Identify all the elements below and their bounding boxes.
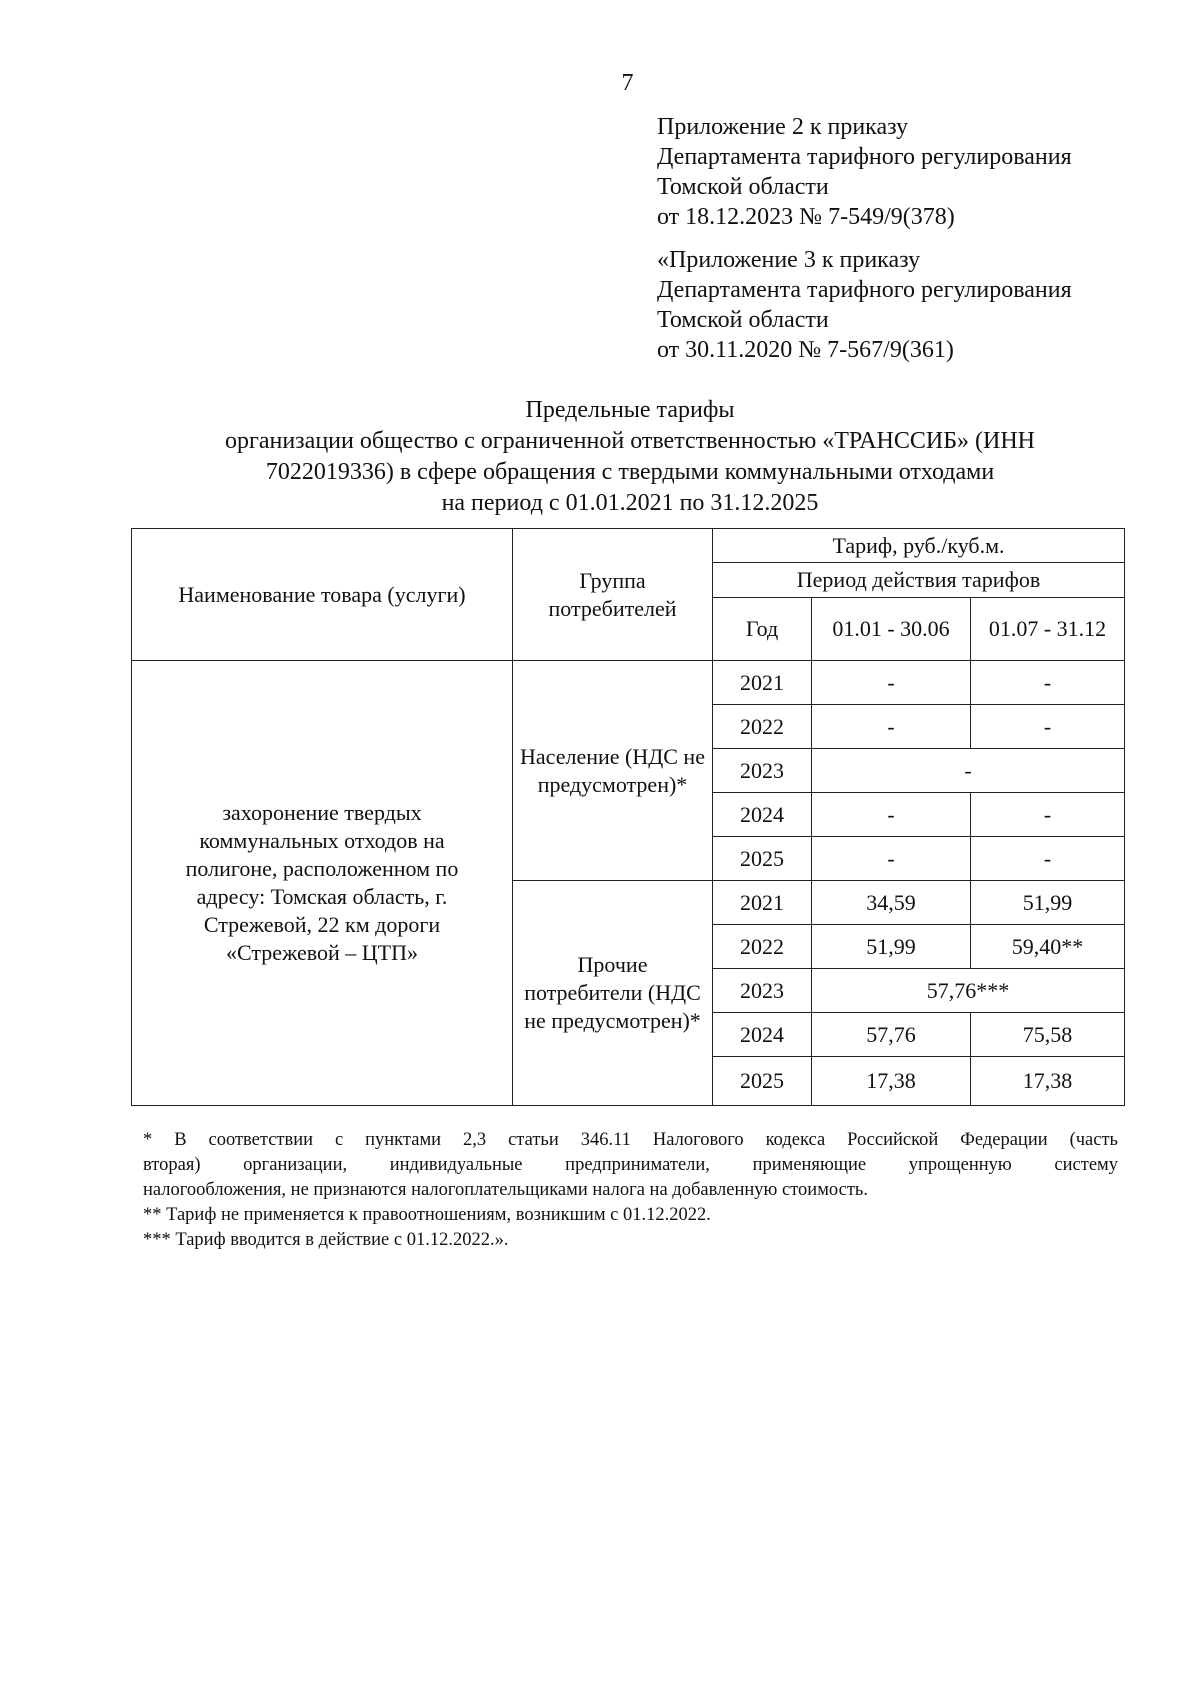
header-year: Год (713, 598, 812, 661)
tariff-cell: - (812, 837, 971, 881)
year-cell: 2024 (713, 1013, 812, 1057)
tariff-cell: - (971, 793, 1125, 837)
group-other-consumers: Прочие потребители (НДС не предусмотрен)* (513, 881, 713, 1106)
footnote-2: ** Тариф не применяется к правоотношениям, возникшим с 01.12.2022. (143, 1205, 711, 1225)
appendix-line: «Приложение 3 к приказу (657, 247, 921, 273)
footnote-1-line: налогообложения, не признаются налогоплательщиками налога на добавленную стоимость. (143, 1180, 868, 1200)
tariff-cell: 51,99 (971, 881, 1125, 925)
header-tariff: Тариф, руб./куб.м. (713, 529, 1125, 563)
appendix-line: от 30.11.2020 № 7-567/9(361) (657, 337, 954, 363)
tariff-cell: - (812, 793, 971, 837)
year-cell: 2021 (713, 881, 812, 925)
page-number: 7 (621, 70, 634, 96)
header-period: Период действия тарифов (713, 563, 1125, 598)
title-line: Предельные тарифы (525, 397, 735, 423)
tariff-cell: - (971, 705, 1125, 749)
tariff-cell: 59,40** (971, 925, 1125, 969)
title-line: организации общество с ограниченной ответственностью «ТРАНССИБ» (ИНН (225, 428, 1035, 454)
tariff-cell: - (971, 661, 1125, 705)
tariff-cell: 57,76 (812, 1013, 971, 1057)
tariff-cell-merged: - (812, 749, 1125, 793)
appendix-line: Департамента тарифного регулирования (657, 144, 1072, 170)
tariff-cell: - (812, 705, 971, 749)
footnotes (143, 1128, 1118, 1253)
title-line: 7022019336) в сфере обращения с твердыми коммунальными отходами (265, 459, 995, 485)
footnote-3: *** Тариф вводится в действие с 01.12.2022.». (143, 1230, 509, 1250)
group-population: Население (НДС не предусмотрен)* (513, 661, 713, 881)
tariff-cell: - (971, 837, 1125, 881)
footnote-1-line: вторая) организации, индивидуальные предприниматели, применяющие упрощенную систему (143, 1155, 1118, 1175)
tariff-cell: - (812, 661, 971, 705)
year-cell: 2023 (713, 749, 812, 793)
tariff-cell-merged: 57,76*** (812, 969, 1125, 1013)
header-consumer-group: Группа потребителей (513, 529, 713, 661)
service-description: захоронение твердых коммунальных отходов на полигоне, расположенном по адресу: Томская область, г. Стрежевой, 22 км дороги «Стрежевой – ЦТП» (132, 661, 513, 1106)
year-cell: 2024 (713, 793, 812, 837)
appendix-line: от 18.12.2023 № 7-549/9(378) (657, 204, 955, 230)
year-cell: 2022 (713, 925, 812, 969)
header-half1: 01.01 - 30.06 (812, 598, 971, 661)
footnote-1-line: * В соответствии с пунктами 2,3 статьи 346.11 Налогового кодекса Российской Федерации (часть (143, 1130, 1118, 1150)
tariff-table (131, 528, 1125, 1106)
appendix-line: Томской области (657, 174, 829, 200)
title-line: на период с 01.01.2021 по 31.12.2025 (441, 490, 819, 516)
document-title (130, 395, 1130, 519)
year-cell: 2022 (713, 705, 812, 749)
appendix-line: Департамента тарифного регулирования (657, 277, 1072, 303)
appendix-current (657, 112, 1177, 232)
year-cell: 2025 (713, 837, 812, 881)
tariff-cell: 17,38 (812, 1057, 971, 1106)
appendix-line: Томской области (657, 307, 829, 333)
header-service-name: Наименование товара (услуги) (132, 529, 513, 661)
tariff-cell: 51,99 (812, 925, 971, 969)
tariff-cell: 75,58 (971, 1013, 1125, 1057)
year-cell: 2025 (713, 1057, 812, 1106)
tariff-cell: 17,38 (971, 1057, 1125, 1106)
appendix-previous (657, 245, 1177, 365)
header-half2: 01.07 - 31.12 (971, 598, 1125, 661)
year-cell: 2023 (713, 969, 812, 1013)
year-cell: 2021 (713, 661, 812, 705)
appendix-line: Приложение 2 к приказу (657, 114, 909, 140)
tariff-cell: 34,59 (812, 881, 971, 925)
